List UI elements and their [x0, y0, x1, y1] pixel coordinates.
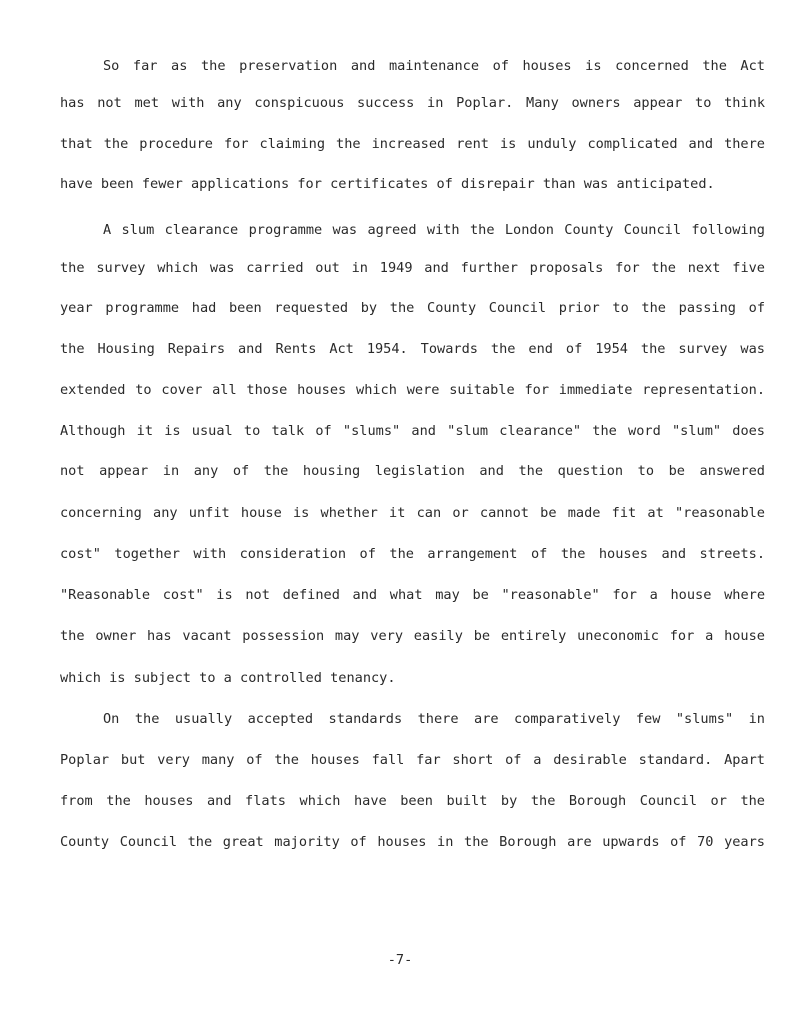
text-line: that the procedure for claiming the increased rent is unduly complicated and there [60, 136, 765, 152]
text-line: the Housing Repairs and Rents Act 1954. Towards the end of 1954 the survey was [60, 341, 765, 357]
text-line: Poplar but very many of the houses fall far short of a desirable standard. Apart [60, 752, 765, 768]
text-line: extended to cover all those houses which were suitable for immediate representation. [60, 382, 765, 398]
text-line: So far as the preservation and maintenance of houses is concerned the Act [103, 58, 765, 74]
text-line: concerning any unfit house is whether it can or cannot be made fit at "reasonable [60, 505, 765, 521]
page-number: -7- [387, 952, 413, 968]
text-line: County Council the great majority of houses in the Borough are upwards of 70 years [60, 834, 765, 850]
text-line: Although it is usual to talk of "slums" and "slum clearance" the word "slum" does [60, 423, 765, 439]
text-line: has not met with any conspicuous success in Poplar. Many owners appear to think [60, 95, 765, 111]
text-line: On the usually accepted standards there are comparatively few "slums" in [103, 711, 765, 727]
text-line: from the houses and flats which have been built by the Borough Council or the [60, 793, 765, 809]
text-line: A slum clearance programme was agreed with the London County Council following [103, 222, 765, 238]
text-line: which is subject to a controlled tenancy. [60, 670, 396, 686]
text-line: have been fewer applications for certificates of disrepair than was anticipated. [60, 176, 715, 192]
text-line: year programme had been requested by the County Council prior to the passing of [60, 300, 765, 316]
text-line: not appear in any of the housing legislation and the question to be answered [60, 463, 765, 479]
text-line: "Reasonable cost" is not defined and what may be "reasonable" for a house where [60, 587, 765, 603]
text-line: cost" together with consideration of the arrangement of the houses and streets. [60, 546, 765, 562]
text-line: the owner has vacant possession may very easily be entirely uneconomic for a house [60, 628, 765, 644]
text-line: the survey which was carried out in 1949 and further proposals for the next five [60, 260, 765, 276]
